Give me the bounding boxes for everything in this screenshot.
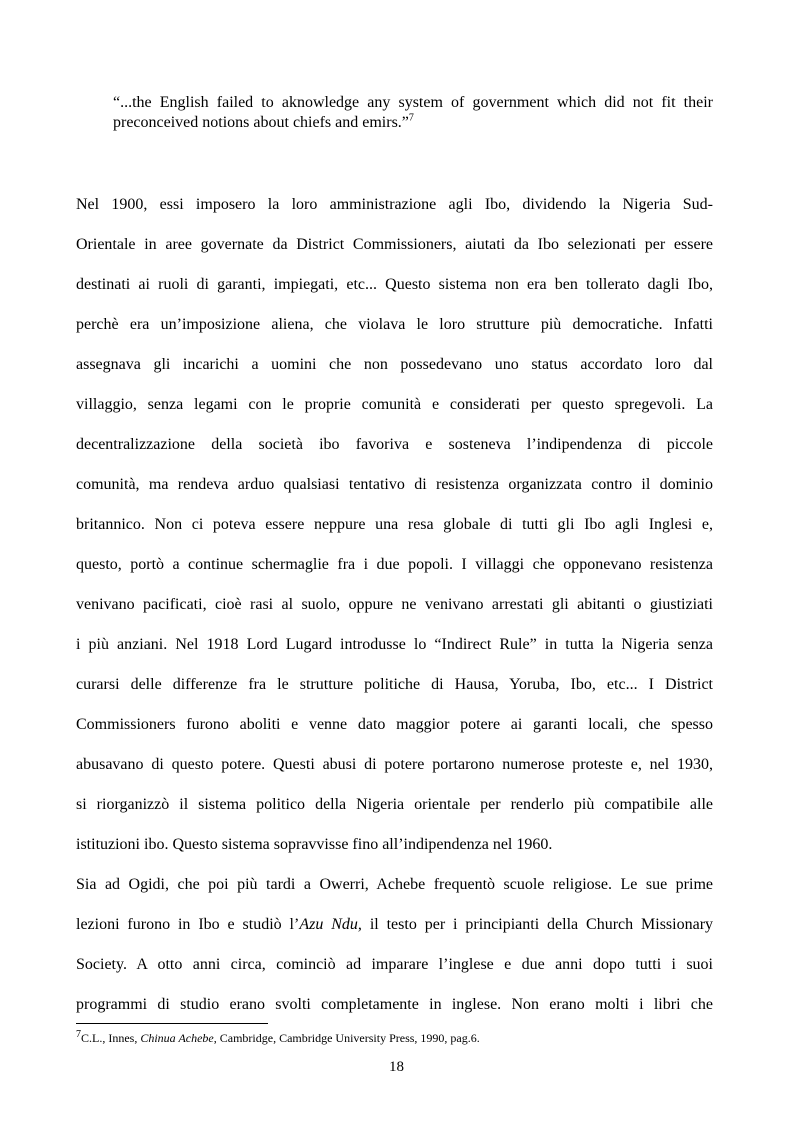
- block-quote: [113, 93, 713, 133]
- paragraph-1-line: istituzioni ibo. Questo sistema sopravvisse fino all’indipendenza nel 1960.: [76, 836, 553, 853]
- paragraph-1-line: decentralizzazione della società ibo favoriva e sosteneva l’indipendenza di piccole: [76, 436, 713, 453]
- footnote-book-title: Chinua Achebe: [140, 1031, 214, 1045]
- paragraph-1-line: questo, portò a continue schermaglie fra i due popoli. I villaggi che opponevano resistenza: [76, 556, 713, 573]
- footnote-reference: 7: [408, 112, 414, 124]
- book-title-azu-ndu: Azu Ndu,: [299, 916, 362, 933]
- paragraph-1-line: i più anziani. Nel 1918 Lord Lugard introdusse lo “Indirect Rule” in tutta la Nigeria senza: [76, 636, 713, 653]
- body-text: [76, 185, 713, 1025]
- paragraph-1-line: venivano pacificati, cioè rasi al suolo, oppure ne venivano arrestati gli abitanti o giustiziati: [76, 596, 713, 613]
- footnote: [76, 1031, 480, 1046]
- paragraph-2-line: programmi di studio erano svolti completamente in inglese. Non erano molti i libri che: [76, 996, 713, 1013]
- paragraph-1-line: Nel 1900, essi imposero la loro amministrazione agli Ibo, dividendo la Nigeria Sud-: [76, 196, 713, 213]
- paragraph-1-line: abusavano di questo potere. Questi abusi di potere portarono numerose proteste e, nel 1930,: [76, 756, 713, 773]
- paragraph-1-line: villaggio, senza legami con le proprie comunità e considerati per questo spregevoli. La: [76, 396, 713, 413]
- page-number: 18: [389, 1059, 404, 1075]
- paragraph-2-line: Sia ad Ogidi, che poi più tardi a Owerri, Achebe frequentò scuole religiose. Le sue prime: [76, 876, 713, 893]
- footnote-number: 7: [76, 1029, 81, 1040]
- paragraph-1-line: destinati ai ruoli di garanti, impiegati, etc... Questo sistema non era ben tollerato dagli Ibo,: [76, 276, 713, 293]
- paragraph-1-line: comunità, ma rendeva arduo qualsiasi tentativo di resistenza organizzata contro il dominio: [76, 476, 713, 493]
- paragraph-1-line: curarsi delle differenze fra le strutture politiche di Hausa, Yoruba, Ibo, etc... I District: [76, 676, 713, 693]
- paragraph-2-line: Society. A otto anni circa, cominciò ad imparare l’inglese e due anni dopo tutti i suoi: [76, 956, 713, 973]
- paragraph-1-line: assegnava gli incarichi a uomini che non possedevano uno status accordato loro dal: [76, 356, 713, 373]
- paragraph-1-line: si riorganizzò il sistema politico della Nigeria orientale per renderlo più compatibile alle: [76, 796, 713, 813]
- footnote-text: , Cambridge, Cambridge University Press, 1990, pag.6.: [213, 1031, 480, 1045]
- quote-text: “...the English failed to aknowledge any system of government which did not fit their preconceived notions about chiefs and emirs.”: [113, 94, 713, 131]
- footnote-divider: [76, 1023, 268, 1024]
- paragraph-2-text: il testo per i principianti della Church Missionary: [361, 916, 714, 933]
- paragraph-2-line: [76, 905, 713, 945]
- paragraph-2-text: lezioni furono in Ibo e studiò l’: [76, 916, 300, 933]
- paragraph-1-line: Orientale in aree governate da District Commissioners, aiutati da Ibo selezionati per essere: [76, 236, 713, 253]
- paragraph-1-line: britannico. Non ci poteva essere neppure una resa globale di tutti gli Ibo agli Inglesi e,: [76, 516, 713, 533]
- footnote-text: C.L., Innes,: [81, 1031, 141, 1045]
- paragraph-1-line: perchè era un’imposizione aliena, che violava le loro strutture più democratiche. Infatti: [76, 316, 713, 333]
- paragraph-1-line: Commissioners furono aboliti e venne dato maggior potere ai garanti locali, che spesso: [76, 716, 713, 733]
